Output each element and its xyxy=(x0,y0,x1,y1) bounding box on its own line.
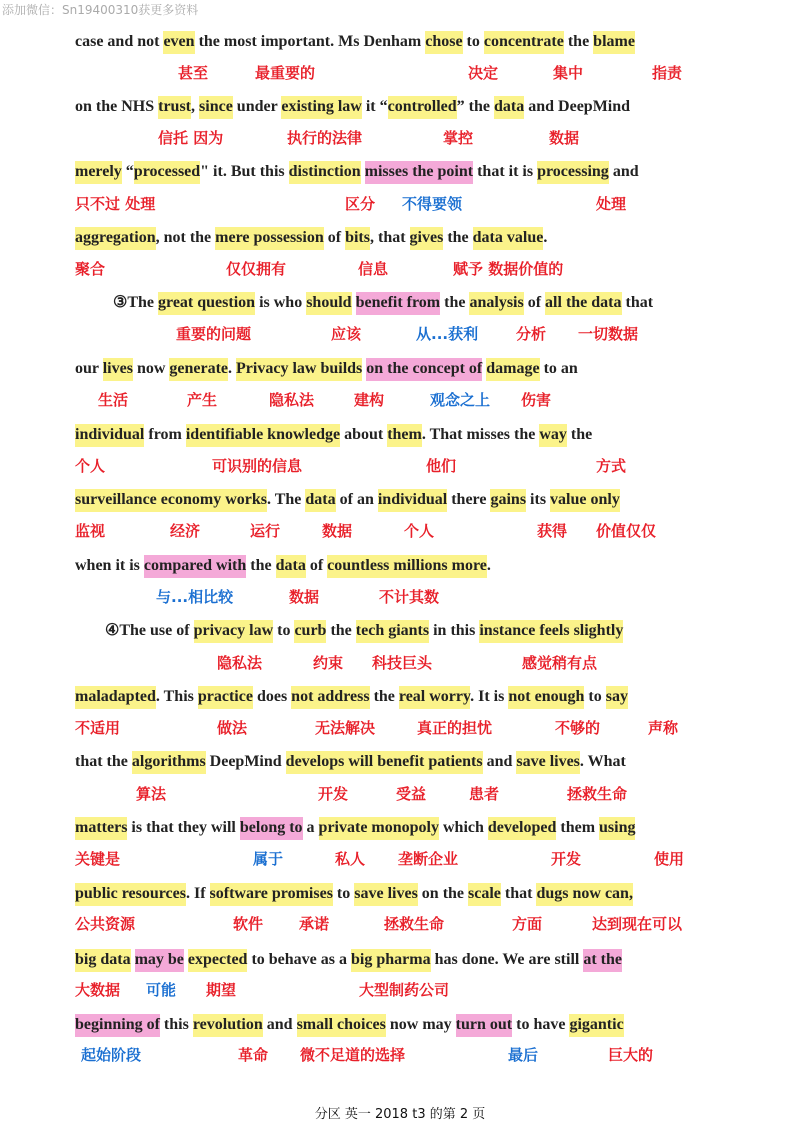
chinese-annotation: 生活 xyxy=(98,391,129,409)
highlighted-phrase: countless millions more xyxy=(327,555,487,578)
highlighted-phrase: revolution xyxy=(193,1014,263,1037)
highlighted-phrase: algorithms xyxy=(132,751,206,774)
text-segment: the xyxy=(194,33,224,50)
page-footer: 分区 英一 2018 t3 的第 2 页 xyxy=(314,1107,486,1122)
text-segment: which xyxy=(439,819,488,836)
chinese-annotation: 软件 xyxy=(233,915,264,933)
text-segment: when it is xyxy=(75,557,144,574)
text-segment: about xyxy=(340,426,388,443)
chinese-annotation: 开发 xyxy=(551,850,582,868)
chinese-annotation: 经济 xyxy=(170,522,201,540)
chinese-annotation: 伤害 xyxy=(521,391,552,409)
text-segment: DeepMind xyxy=(205,753,286,770)
text-segment: . Ms Denham xyxy=(330,33,426,50)
highlighted-phrase: even xyxy=(163,31,194,54)
highlighted-phrase: not enough xyxy=(508,686,584,709)
pink-highlighted-phrase: belong to xyxy=(240,817,303,840)
text-segment: to behave as a xyxy=(247,951,351,968)
text-line xyxy=(75,1014,624,1036)
chinese-annotation: 产生 xyxy=(187,391,218,409)
highlighted-phrase: processing xyxy=(537,161,609,184)
text-segment: to xyxy=(584,688,606,705)
text-segment: that the xyxy=(75,753,132,770)
chinese-annotation: 只不过 处理 xyxy=(75,195,156,213)
text-segment: ” the xyxy=(456,98,494,115)
text-segment: it “ xyxy=(361,98,388,115)
chinese-annotation: 受益 xyxy=(396,785,427,803)
chinese-annotation: 处理 xyxy=(596,195,627,213)
chinese-annotation: 可识别的信息 xyxy=(212,457,303,475)
text-segment: , not the xyxy=(155,229,216,246)
highlighted-phrase: all the data xyxy=(545,292,621,315)
chinese-annotation: 最后 xyxy=(508,1046,539,1064)
chinese-annotation: 大数据 xyxy=(75,981,121,999)
text-segment: of an xyxy=(335,491,378,508)
chinese-annotation: 不够的 xyxy=(555,719,601,737)
text-segment: and DeepMind xyxy=(524,98,631,115)
chinese-annotation: 使用 xyxy=(654,850,685,868)
text-segment: the xyxy=(326,622,356,639)
text-line xyxy=(75,489,620,511)
pink-highlighted-phrase: misses the point xyxy=(365,161,473,184)
chinese-annotation: 数据 xyxy=(289,588,320,606)
chinese-annotation: 方式 xyxy=(596,457,627,475)
chinese-annotation: 巨大的 xyxy=(608,1046,654,1064)
highlighted-phrase: data xyxy=(494,96,524,119)
pink-highlighted-phrase: compared with xyxy=(144,555,246,578)
text-line xyxy=(75,949,622,971)
text-segment: and xyxy=(608,163,639,180)
highlighted-phrase: chose xyxy=(425,31,462,54)
highlighted-phrase: individual xyxy=(75,424,144,447)
text-line xyxy=(75,96,630,118)
highlighted-phrase: gives xyxy=(410,227,444,250)
text-segment: that xyxy=(621,294,654,311)
highlighted-phrase: instance feels slightly xyxy=(479,620,623,643)
highlighted-phrase: tech giants xyxy=(356,620,429,643)
chinese-annotation: 微不足道的选择 xyxy=(300,1046,406,1064)
chinese-annotation: 隐私法 xyxy=(269,391,315,409)
text-segment: the xyxy=(566,426,593,443)
text-segment xyxy=(352,294,356,311)
highlighted-phrase: using xyxy=(599,817,635,840)
highlighted-phrase: gigantic xyxy=(569,1014,623,1037)
chinese-annotation: 集中 xyxy=(553,64,584,82)
chinese-annotation: 起始阶段 xyxy=(81,1046,142,1064)
highlighted-phrase: processed xyxy=(134,161,200,184)
chinese-annotation: 大型制药公司 xyxy=(359,981,450,999)
text-segment: there xyxy=(447,491,491,508)
highlighted-phrase: maladapted xyxy=(75,686,156,709)
chinese-annotation: 他们 xyxy=(426,457,457,475)
highlighted-phrase: big data xyxy=(75,949,131,972)
highlighted-phrase: expected xyxy=(188,949,248,972)
highlighted-phrase: develops will benefit patients xyxy=(286,751,483,774)
text-segment: to xyxy=(332,885,355,902)
chinese-annotation: 甚至 xyxy=(178,64,209,82)
text-segment: . xyxy=(543,229,548,246)
highlighted-phrase: aggregation xyxy=(75,227,156,250)
highlighted-phrase: not address xyxy=(291,686,369,709)
highlighted-phrase: small choices xyxy=(297,1014,386,1037)
chinese-annotation: 垄断企业 xyxy=(398,850,459,868)
chinese-annotation: 重要的问题 xyxy=(176,325,252,343)
text-segment: . That misses the xyxy=(421,426,540,443)
highlighted-phrase: data xyxy=(276,555,306,578)
text-segment: . If xyxy=(185,885,210,902)
chinese-annotation: 聚合 xyxy=(75,260,106,278)
text-line xyxy=(75,227,547,249)
text-segment: " it. But this xyxy=(200,163,289,180)
chinese-annotation: 掌控 xyxy=(443,129,474,147)
text-line xyxy=(75,817,635,839)
chinese-annotation: 拯救生命 xyxy=(567,785,628,803)
chinese-annotation: 一切数据 xyxy=(578,325,639,343)
chinese-annotation: 价值仅仅 xyxy=(596,522,657,540)
highlighted-phrase: concentrate xyxy=(484,31,564,54)
pink-highlighted-phrase: on the concept of xyxy=(366,358,482,381)
chinese-annotation: 仅仅拥有 xyxy=(226,260,287,278)
highlighted-phrase: value only xyxy=(550,489,620,512)
chinese-annotation: 运行 xyxy=(250,522,281,540)
text-line xyxy=(75,686,628,708)
text-segment: the xyxy=(563,33,594,50)
text-segment: . This xyxy=(155,688,198,705)
chinese-annotation: 关键是 xyxy=(75,850,121,868)
chinese-annotation: 数据 xyxy=(322,522,353,540)
chinese-annotation: 期望 xyxy=(206,981,237,999)
text-line xyxy=(75,161,639,183)
pink-highlighted-phrase: benefit from xyxy=(356,292,441,315)
chinese-annotation: 信息 xyxy=(358,260,389,278)
text-line xyxy=(75,31,635,53)
pink-highlighted-phrase: at the xyxy=(583,949,622,972)
text-segment: the xyxy=(246,557,276,574)
highlighted-phrase: say xyxy=(606,686,628,709)
highlighted-phrase: analysis xyxy=(469,292,523,315)
text-segment: , xyxy=(191,98,200,115)
text-segment: and xyxy=(482,753,517,770)
text-segment: the xyxy=(440,294,470,311)
text-line xyxy=(105,620,623,642)
highlighted-phrase: existing law xyxy=(281,96,361,119)
highlighted-phrase: individual xyxy=(378,489,447,512)
text-segment: does xyxy=(252,688,292,705)
text-segment: , that xyxy=(369,229,410,246)
chinese-annotation: 可能 xyxy=(146,981,177,999)
chinese-annotation: 观念之上 xyxy=(430,391,491,409)
text-segment: that it is xyxy=(473,163,538,180)
chinese-annotation: 约束 xyxy=(313,654,344,672)
text-segment: our xyxy=(75,360,103,377)
highlighted-phrase: should xyxy=(306,292,351,315)
highlighted-phrase: practice xyxy=(198,686,253,709)
chinese-annotation: 从...获利 xyxy=(416,325,479,343)
text-segment: now may xyxy=(385,1016,456,1033)
chinese-annotation: 区分 xyxy=(345,195,376,213)
text-line xyxy=(75,555,491,577)
text-segment: to have xyxy=(512,1016,570,1033)
chinese-annotation: 监视 xyxy=(75,522,106,540)
highlighted-phrase: save lives xyxy=(516,751,580,774)
text-segment xyxy=(131,951,135,968)
text-segment: most important xyxy=(223,33,331,50)
chinese-annotation: 最重要的 xyxy=(255,64,316,82)
chinese-annotation: 感觉稍有点 xyxy=(522,654,598,672)
text-segment: the xyxy=(443,229,473,246)
highlighted-phrase: since xyxy=(199,96,233,119)
chinese-annotation: 公共资源 xyxy=(75,915,136,933)
highlighted-phrase: matters xyxy=(75,817,127,840)
chinese-annotation: 个人 xyxy=(404,522,435,540)
chinese-annotation: 信托 因为 xyxy=(158,129,224,147)
text-line xyxy=(75,883,633,905)
highlighted-phrase: controlled xyxy=(388,96,457,119)
highlighted-phrase: real worry xyxy=(399,686,470,709)
highlighted-phrase: Privacy law builds xyxy=(236,358,362,381)
highlighted-phrase: data xyxy=(305,489,335,512)
pink-highlighted-phrase: beginning of xyxy=(75,1014,160,1037)
text-segment: is who xyxy=(255,294,307,311)
chinese-annotation: 与...相比较 xyxy=(156,588,234,606)
highlighted-phrase: distinction xyxy=(289,161,361,184)
text-segment: in this xyxy=(429,622,480,639)
highlighted-phrase: big pharma xyxy=(351,949,431,972)
chinese-annotation: 科技巨头 xyxy=(372,654,433,672)
text-segment: . It is xyxy=(470,688,509,705)
chinese-annotation: 患者 xyxy=(469,785,500,803)
text-segment: . The xyxy=(266,491,306,508)
chinese-annotation: 革命 xyxy=(238,1046,269,1064)
text-segment: is that they will xyxy=(127,819,240,836)
highlighted-phrase: public resources xyxy=(75,883,186,906)
text-segment: has done. We are still xyxy=(430,951,584,968)
chinese-annotation: 不计其数 xyxy=(379,588,440,606)
highlighted-phrase: curb xyxy=(294,620,326,643)
text-segment: . What xyxy=(579,753,626,770)
text-segment: on the NHS xyxy=(75,98,159,115)
highlighted-phrase: surveillance economy works xyxy=(75,489,267,512)
highlighted-phrase: way xyxy=(539,424,567,447)
highlighted-phrase: them xyxy=(387,424,422,447)
chinese-annotation: 真正的担忧 xyxy=(417,719,493,737)
text-segment: and xyxy=(262,1016,297,1033)
highlighted-phrase: developed xyxy=(488,817,556,840)
chinese-annotation: 隐私法 xyxy=(217,654,263,672)
pink-highlighted-phrase: may be xyxy=(135,949,184,972)
chinese-annotation: 私人 xyxy=(335,850,366,868)
text-segment: them xyxy=(556,819,600,836)
chinese-annotation: 无法解决 xyxy=(315,719,376,737)
highlighted-phrase: generate xyxy=(169,358,228,381)
text-segment: . xyxy=(228,360,237,377)
text-segment: of xyxy=(523,294,546,311)
text-line xyxy=(75,751,626,773)
text-segment: to xyxy=(273,622,295,639)
highlighted-phrase: merely xyxy=(75,161,122,184)
chinese-annotation: 决定 xyxy=(468,64,499,82)
chinese-annotation: 获得 xyxy=(537,522,568,540)
highlighted-phrase: trust xyxy=(158,96,191,119)
chinese-annotation: 数据 xyxy=(549,129,580,147)
chinese-annotation: 个人 xyxy=(75,457,106,475)
text-line xyxy=(75,424,592,446)
highlighted-phrase: lives xyxy=(103,358,133,381)
highlighted-phrase: gains xyxy=(490,489,526,512)
highlighted-phrase: software promises xyxy=(210,883,333,906)
text-segment: on the xyxy=(417,885,469,902)
text-line xyxy=(75,358,578,380)
text-segment: from xyxy=(144,426,186,443)
highlighted-phrase: scale xyxy=(468,883,501,906)
text-segment: . xyxy=(486,557,491,574)
chinese-annotation: 声称 xyxy=(648,719,679,737)
chinese-annotation: 建构 xyxy=(354,391,385,409)
text-segment: its xyxy=(526,491,551,508)
highlighted-phrase: identifiable knowledge xyxy=(186,424,340,447)
chinese-annotation: 拯救生命 xyxy=(384,915,445,933)
chinese-annotation: 承诺 xyxy=(299,915,330,933)
chinese-annotation: 方面 xyxy=(512,915,543,933)
chinese-annotation: 执行的法律 xyxy=(287,129,363,147)
highlighted-phrase: damage xyxy=(486,358,539,381)
highlighted-phrase: dugs now can, xyxy=(536,883,632,906)
highlighted-phrase: bits xyxy=(345,227,370,250)
text-segment: under xyxy=(232,98,282,115)
highlighted-phrase: save lives xyxy=(354,883,418,906)
chinese-annotation: 不适用 xyxy=(75,719,121,737)
chinese-annotation: 不得要领 xyxy=(402,195,463,213)
text-segment: now xyxy=(132,360,170,377)
text-segment: to xyxy=(462,33,484,50)
text-segment: ④The use of xyxy=(105,622,194,639)
text-segment: of xyxy=(323,229,346,246)
chinese-annotation: 属于 xyxy=(253,850,284,868)
chinese-annotation: 达到现在可以 xyxy=(592,915,683,933)
chinese-annotation: 开发 xyxy=(318,785,349,803)
highlighted-phrase: private monopoly xyxy=(319,817,439,840)
highlighted-phrase: data value xyxy=(473,227,544,250)
highlighted-phrase: mere possession xyxy=(215,227,324,250)
watermark: 添加微信：Sn19400310获更多资料 xyxy=(2,3,199,17)
chinese-annotation: 应该 xyxy=(331,325,362,343)
text-segment: a xyxy=(302,819,319,836)
highlighted-phrase: great question xyxy=(158,292,255,315)
chinese-annotation: 赋予 数据价值的 xyxy=(453,260,564,278)
text-segment: the xyxy=(369,688,399,705)
chinese-annotation: 分析 xyxy=(516,325,547,343)
text-segment: of xyxy=(305,557,328,574)
text-segment: that xyxy=(500,885,537,902)
highlighted-phrase: blame xyxy=(593,31,635,54)
pink-highlighted-phrase: turn out xyxy=(456,1014,512,1037)
text-segment: to an xyxy=(539,360,578,377)
chinese-annotation: 做法 xyxy=(217,719,248,737)
text-segment: this xyxy=(159,1016,193,1033)
chinese-annotation: 指责 xyxy=(652,64,683,82)
highlighted-phrase: privacy law xyxy=(194,620,274,643)
chinese-annotation: 算法 xyxy=(136,785,167,803)
text-segment: case and not xyxy=(75,33,164,50)
text-line xyxy=(113,292,653,314)
text-segment: ③The xyxy=(113,294,159,311)
text-segment: “ xyxy=(121,163,134,180)
